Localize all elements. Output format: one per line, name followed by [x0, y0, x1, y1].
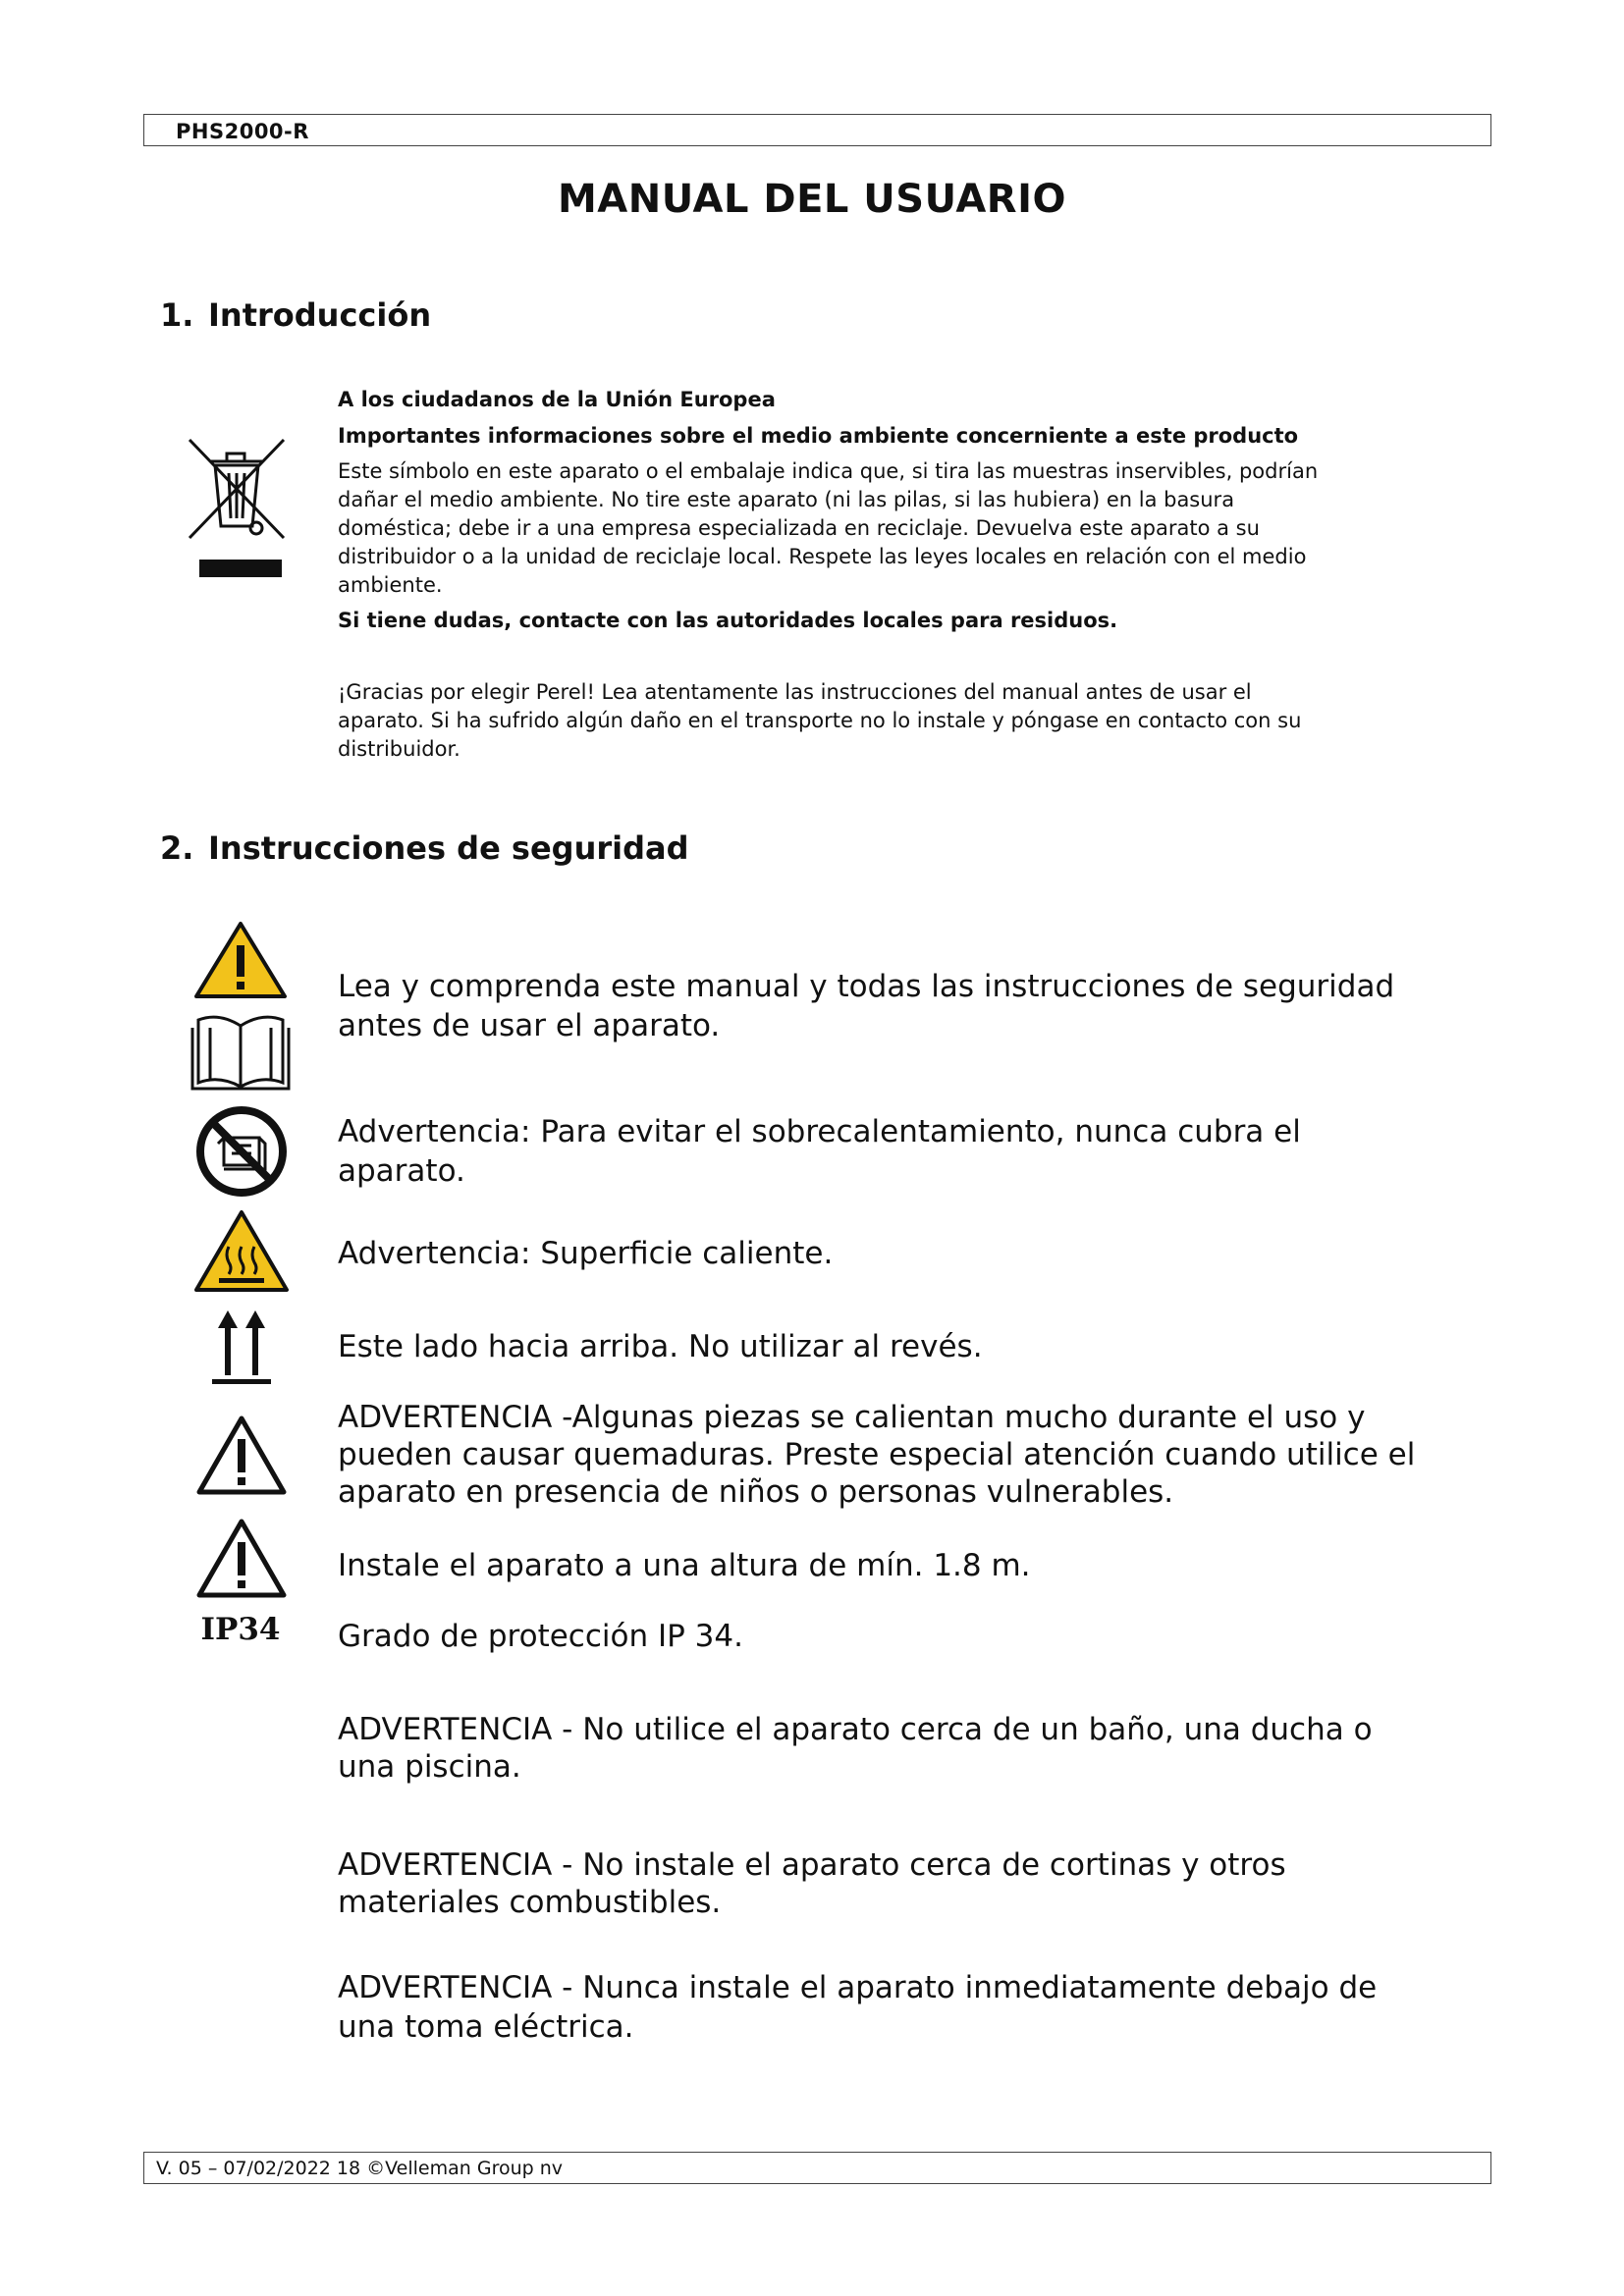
section-1-title: Introducción — [208, 296, 432, 334]
section-1-heading — [160, 296, 431, 334]
warning-triangle-icon — [194, 1517, 289, 1601]
section-1-number: 1. — [160, 296, 194, 334]
read-manual-warning-icon — [187, 918, 295, 1095]
safety-item-8-line-1: ADVERTENCIA - No utilice el aparato cerca de un baño, una ducha o — [338, 1712, 1373, 1747]
safety-item-5-line-1: ADVERTENCIA -Algunas piezas se calientan mucho durante el uso y — [338, 1400, 1366, 1435]
ip34-label: IP34 — [200, 1612, 281, 1647]
safety-item-10-line-2: una toma eléctrica. — [338, 2009, 634, 2045]
safety-item-9-line-2: materiales combustibles. — [338, 1885, 722, 1920]
env-line-3: doméstica; debe ir a una empresa especializada en reciclaje. Devuelva este aparato a su — [338, 516, 1260, 540]
safety-item-3-line-1: Advertencia: Superficie caliente. — [338, 1236, 834, 1271]
safety-item-6-line-1: Instale el aparato a una altura de mín. 1.8 m. — [338, 1548, 1031, 1583]
env-line-2: dañar el medio ambiente. No tire este aparato (ni las pilas, si las hubiera) en la basura — [338, 488, 1235, 511]
env-line-1: Este símbolo en este aparato o el embalaje indica que, si tira las muestras inservibles, podrían — [338, 459, 1319, 483]
warning-triangle-icon — [194, 1414, 289, 1498]
thanks-line-1: ¡Gracias por elegir Perel! Lea atentamente las instrucciones del manual antes de usar el — [338, 680, 1252, 704]
doubts-text: Si tiene dudas, contacte con las autoridades locales para residuos. — [338, 609, 1118, 632]
footer-box — [143, 2152, 1491, 2184]
env-line-4: distribuidor o a la unidad de reciclaje local. Respete las leyes locales en relación con el medio — [338, 545, 1307, 568]
thanks-line-3: distribuidor. — [338, 737, 460, 761]
eu-heading: A los ciudadanos de la Unión Europea — [338, 388, 776, 411]
env-line-5: ambiente. — [338, 573, 443, 597]
safety-item-10-line-1: ADVERTENCIA - Nunca instale el aparato inmediatamente debajo de — [338, 1970, 1378, 2005]
page-title: MANUAL DEL USUARIO — [558, 177, 1066, 222]
section-2-heading — [160, 829, 689, 867]
do-not-cover-icon — [194, 1104, 289, 1199]
this-side-up-icon — [212, 1310, 271, 1387]
model-label: PHS2000-R — [176, 120, 309, 143]
safety-item-1-line-1: Lea y comprenda este manual y todas las instrucciones de seguridad — [338, 969, 1395, 1004]
env-heading: Importantes informaciones sobre el medio ambiente concerniente a este producto — [338, 424, 1299, 448]
safety-item-4-line-1: Este lado hacia arriba. No utilizar al revés. — [338, 1329, 983, 1364]
safety-item-5-line-2: pueden causar quemaduras. Preste especial atención cuando utilice el — [338, 1437, 1416, 1472]
safety-item-1-line-2: antes de usar el aparato. — [338, 1008, 721, 1043]
safety-item-8-line-2: una piscina. — [338, 1749, 521, 1785]
safety-item-2-line-2: aparato. — [338, 1153, 465, 1189]
thanks-line-2: aparato. Si ha sufrido algún daño en el transporte no lo instale y póngase en contacto con su — [338, 709, 1302, 732]
section-2-number: 2. — [160, 829, 194, 867]
safety-item-7-line-1: Grado de protección IP 34. — [338, 1619, 743, 1654]
section-2-title: Instrucciones de seguridad — [208, 829, 689, 867]
safety-item-2-line-1: Advertencia: Para evitar el sobrecalentamiento, nunca cubra el — [338, 1114, 1301, 1149]
hot-surface-icon — [191, 1207, 292, 1296]
weee-bin-icon — [182, 432, 295, 584]
safety-item-9-line-1: ADVERTENCIA - No instale el aparato cerca de cortinas y otros — [338, 1847, 1286, 1883]
header-box — [143, 114, 1491, 146]
footer-text: V. 05 – 07/02/2022 18 ©Velleman Group nv — [156, 2158, 564, 2179]
safety-item-5-line-3: aparato en presencia de niños o personas vulnerables. — [338, 1474, 1174, 1510]
